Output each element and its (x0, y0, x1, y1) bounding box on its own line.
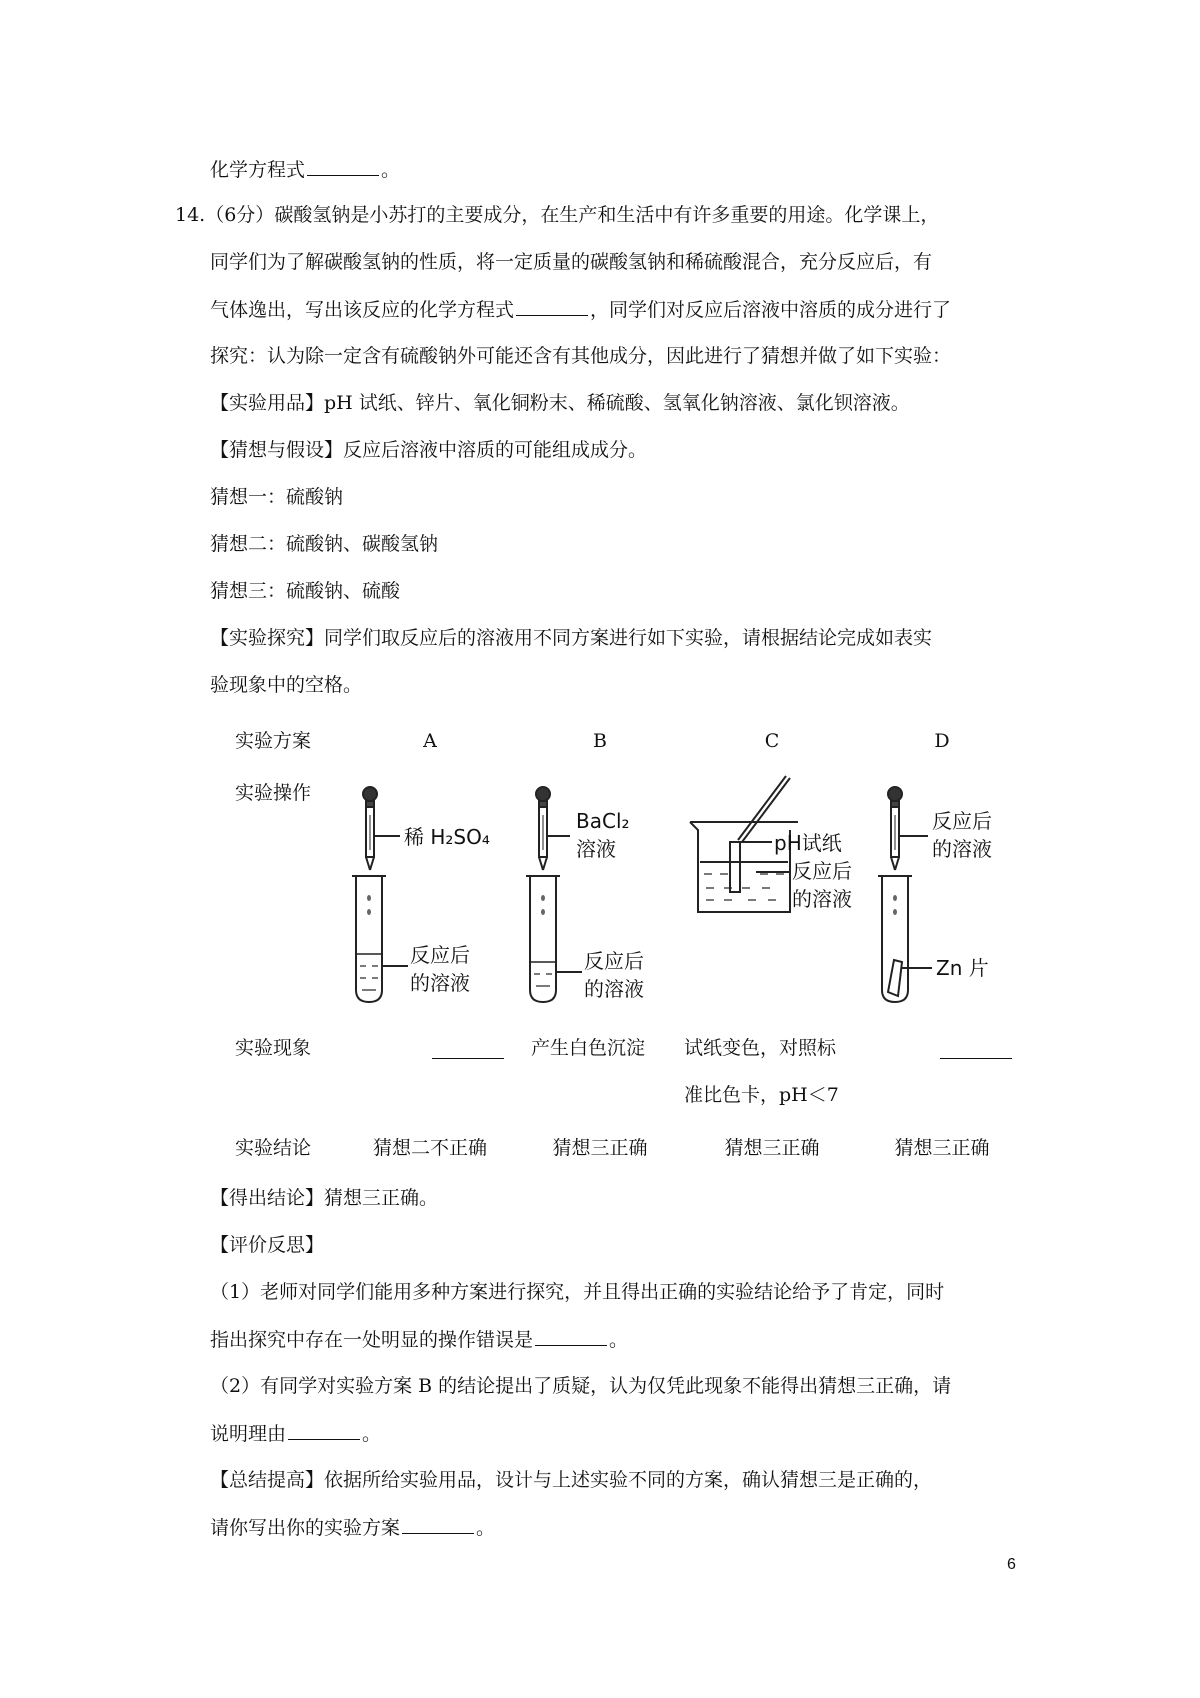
label-b-dropper-1: BaCl₂ (576, 809, 630, 833)
conclusion-b: 猜想三正确 (552, 1137, 648, 1159)
label-c-paper: pH试纸 (774, 831, 842, 855)
label-a-tube-1: 反应后 (410, 943, 470, 967)
reflection-2-line-1: （2）有同学对实验方案 B 的结论提出了质疑，认为仅凭此现象不能得出猜想三正确，请 (210, 1375, 952, 1397)
label-a-dropper: 稀 H₂SO₄ (404, 825, 490, 849)
q14-line-3: 气体逸出，写出该反应的化学方程式 ，同学们对反应后溶液中溶质的成分进行了 (210, 299, 952, 321)
test-tube-d (878, 876, 932, 1002)
row-label-operation: 实验操作 (235, 782, 312, 804)
phenomenon-a-blank[interactable] (432, 1040, 504, 1059)
test-tube-b (526, 876, 582, 1002)
label-b-tube-1: 反应后 (584, 949, 644, 973)
phenomenon-c-line-2: 准比色卡，pH＜7 (684, 1084, 839, 1106)
reflection-1-line-1: （1）老师对同学们能用多种方案进行探究，并且得出正确的实验结论给予了肯定，同时 (210, 1281, 945, 1303)
phenomenon-c-line-1: 试纸变色，对照标 (684, 1037, 837, 1059)
label-d-zinc: Zn 片 (936, 956, 989, 980)
label-b-dropper-2: 溶液 (576, 837, 616, 861)
dropper-a (363, 787, 400, 870)
final-conclusion: 【得出结论】猜想三正确。 (210, 1187, 439, 1209)
reflection-heading: 【评价反思】 (210, 1234, 325, 1256)
page-number: 6 (1007, 1556, 1016, 1573)
guess-three: 猜想三：硫酸钠、硫酸 (210, 580, 401, 602)
summary-line-2: 请你写出你的实验方案 。 (210, 1517, 496, 1539)
label-d-dropper-1: 反应后 (932, 809, 992, 833)
reason-blank[interactable] (288, 1421, 360, 1440)
operation-error-blank[interactable] (535, 1327, 607, 1346)
row-label-plan: 实验方案 (235, 730, 312, 752)
label-b-tube-2: 的溶液 (584, 977, 644, 1001)
hypothesis-line: 【猜想与假设】反应后溶液中溶质的可能组成成分。 (210, 439, 648, 461)
guess-one: 猜想一：硫酸钠 (210, 486, 344, 508)
col-a-header: A (423, 730, 437, 752)
summary-line-1: 【总结提高】依据所给实验用品，设计与上述实验不同的方案，确认猜想三是正确的， (210, 1469, 933, 1491)
q14-line-1: 14.（6分）碳酸氢钠是小苏打的主要成分，在生产和生活中有许多重要的用途。化学课上， (175, 204, 940, 226)
conclusion-c: 猜想三正确 (724, 1137, 820, 1159)
explore-line-1: 【实验探究】同学们取反应后的溶液用不同方案进行如下实验，请根据结论完成如表实 (210, 627, 933, 649)
q14-line-2: 同学们为了解碳酸氢钠的性质，将一定质量的碳酸氢钠和稀硫酸混合，充分反应后，有 (210, 251, 933, 273)
guess-two: 猜想二：硫酸钠、碳酸氢钠 (210, 533, 439, 555)
row-label-phenomenon: 实验现象 (235, 1037, 312, 1059)
q14-line-4: 探究：认为除一定含有硫酸钠外可能还含有其他成分，因此进行了猜想并做了如下实验： (210, 345, 952, 367)
phenomenon-d-blank[interactable] (940, 1040, 1012, 1059)
conclusion-d: 猜想三正确 (894, 1137, 990, 1159)
col-d-header: D (934, 730, 950, 752)
col-b-header: B (593, 730, 607, 752)
dropper-b (536, 787, 570, 870)
label-a-tube-2: 的溶液 (410, 971, 470, 995)
conclusion-a: 猜想二不正确 (372, 1137, 487, 1159)
reflection-1-line-2: 指出探究中存在一处明显的操作错误是 。 (210, 1329, 629, 1351)
label-c-solution-1: 反应后 (792, 859, 852, 883)
dropper-d (888, 787, 928, 870)
materials-line: 【实验用品】pH 试纸、锌片、氧化铜粉末、稀硫酸、氢氧化钠溶液、氯化钡溶液。 (210, 392, 910, 414)
col-c-header: C (764, 730, 780, 752)
label-c-solution-2: 的溶液 (792, 887, 852, 911)
row-label-conclusion: 实验结论 (235, 1137, 312, 1159)
phenomenon-b: 产生白色沉淀 (531, 1037, 646, 1059)
test-tube-a (352, 876, 408, 1002)
reflection-2-line-2: 说明理由 。 (210, 1423, 382, 1445)
prev-question-tail: 化学方程式 。 (210, 159, 401, 181)
label-d-dropper-2: 的溶液 (932, 837, 992, 861)
explore-line-2: 验现象中的空格。 (210, 674, 363, 696)
plan-blank[interactable] (402, 1515, 474, 1534)
